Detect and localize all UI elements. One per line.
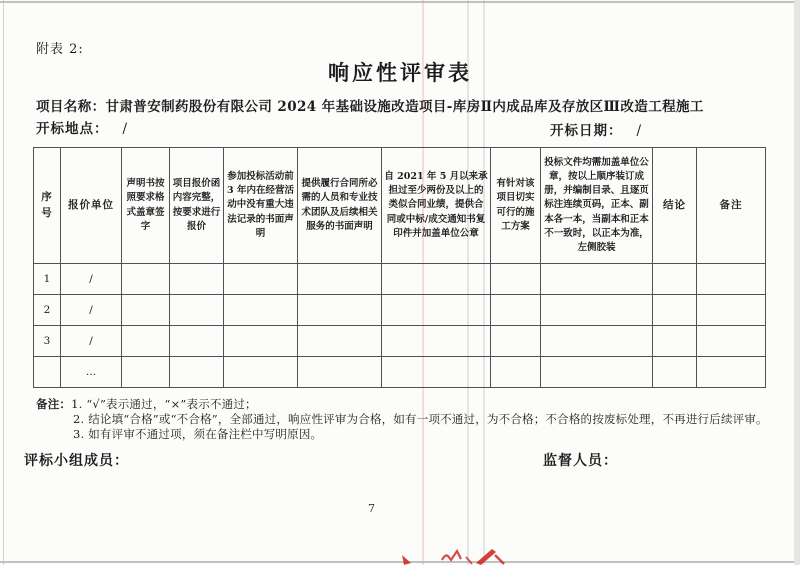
scan-edge-top: [0, 1, 800, 3]
notes-section: [36, 397, 768, 442]
table-row: [34, 357, 766, 388]
cell-serial: 3: [34, 326, 61, 357]
bid-location-field: [36, 117, 128, 137]
bid-location-label: 开标地点：: [36, 121, 109, 137]
table-cell: [491, 326, 541, 357]
table-cell: [298, 326, 382, 357]
red-stamp-mark: [388, 546, 513, 565]
table-cell: [122, 357, 170, 388]
table-cell: [653, 326, 697, 357]
page-number: 7: [368, 502, 375, 515]
table-cell: [122, 264, 170, 295]
table-cell: [541, 295, 653, 326]
bid-date-value: /: [636, 123, 643, 139]
note-line-2: 2. 结论填“合格”或“不合格”，全部通过，响应性评审为合格，如有一项不通过，为不合格；不合格的按废标处理，不再进行后续评审。: [73, 412, 768, 426]
table-cell: [697, 326, 766, 357]
bid-location-value: /: [122, 121, 129, 137]
cell-bidder: /: [61, 264, 122, 295]
table-cell: [298, 295, 382, 326]
table-cell: [697, 357, 766, 388]
table-cell: [541, 357, 653, 388]
table-cell: [541, 326, 653, 357]
table-cell: [653, 295, 697, 326]
notes-label: 备注：: [36, 397, 72, 411]
column-header-similar-contracts: 自 2021 年 5 月以来承担过至少两份及以上的类似合同业绩，提供合同或中标/成交通知书复印件并加盖单位公章: [382, 148, 491, 264]
column-header-conclusion: 结论: [653, 148, 697, 264]
cell-serial: 2: [34, 295, 61, 326]
column-header-bidder: 报价单位: [61, 148, 122, 264]
table-cell: [382, 326, 491, 357]
table-cell: [653, 357, 697, 388]
column-header-no-violation-statement: 参加投标活动前 3 年内在经营活动中没有重大违法记录的书面声明: [224, 148, 298, 264]
table-row: [34, 326, 766, 357]
table-cell: [224, 326, 298, 357]
project-name-line: [36, 95, 704, 115]
supervisor-label: 监督人员：: [543, 453, 618, 469]
table-cell: [382, 357, 491, 388]
table-cell: [491, 357, 541, 388]
column-header-remarks: 备注: [697, 148, 766, 264]
table-cell: [298, 264, 382, 295]
table-cell: [224, 264, 298, 295]
evaluation-team-label: 评标小组成员：: [24, 453, 129, 469]
cell-serial: [34, 357, 61, 388]
table-cell: [170, 357, 224, 388]
table-cell: [224, 295, 298, 326]
table-cell: [541, 264, 653, 295]
note-text-1: 1. “√”表示通过，“×”表示不通过；: [71, 397, 257, 411]
column-header-construction-plan: 有针对该项目切实可行的施工方案: [491, 148, 541, 264]
column-header-binding-requirements: 投标文件均需加盖单位公章，按以上顺序装订成册，并编制目录、且逐页标注连续页码，正本、副本各一本，当副本和正本不一致时，以正本为准，左侧胶装: [541, 148, 653, 264]
cell-bidder: /: [61, 295, 122, 326]
annex-label: 附表 2:: [36, 42, 84, 57]
table-header-row: [34, 148, 766, 264]
table-cell: [697, 295, 766, 326]
column-header-serial: 序号: [34, 148, 61, 264]
bid-date-label: 开标日期：: [550, 123, 623, 139]
table-row: [34, 264, 766, 295]
cell-bidder: /: [61, 326, 122, 357]
table-cell: [491, 264, 541, 295]
project-name-value: 甘肃普安制药股份有限公司 2024 年基础设施改造项目-库房Ⅱ内成品库及存放区Ⅲ改造工程施工: [105, 99, 704, 115]
table-cell: [653, 264, 697, 295]
table-cell: [491, 295, 541, 326]
note-line-1: [36, 397, 768, 412]
responsiveness-review-table: [33, 147, 766, 388]
table-cell: [170, 264, 224, 295]
cell-serial: 1: [34, 264, 61, 295]
table-cell: [224, 357, 298, 388]
table-cell: [697, 264, 766, 295]
table-cell: [298, 357, 382, 388]
table-row: [34, 295, 766, 326]
column-header-declaration-signed: 声明书按照要求格式盖章签字: [122, 148, 170, 264]
table-cell: [382, 295, 491, 326]
note-line-3: 3. 如有评审不通过项，须在备注栏中写明原因。: [73, 427, 323, 441]
column-header-quotation-complete: 项目报价函内容完整，按要求进行报价: [170, 148, 224, 264]
table-cell: [382, 264, 491, 295]
table-cell: [170, 295, 224, 326]
bid-date-field: [550, 119, 642, 139]
table-cell: [170, 326, 224, 357]
project-name-label: 项目名称：: [36, 99, 106, 115]
table-cell: [122, 326, 170, 357]
table-cell: [122, 295, 170, 326]
column-header-personnel-statement: 提供履行合同所必需的人员和专业技术团队及后续相关服务的书面声明: [298, 148, 382, 264]
page-title: 响应性评审表: [328, 60, 472, 85]
cell-bidder: …: [61, 357, 122, 388]
